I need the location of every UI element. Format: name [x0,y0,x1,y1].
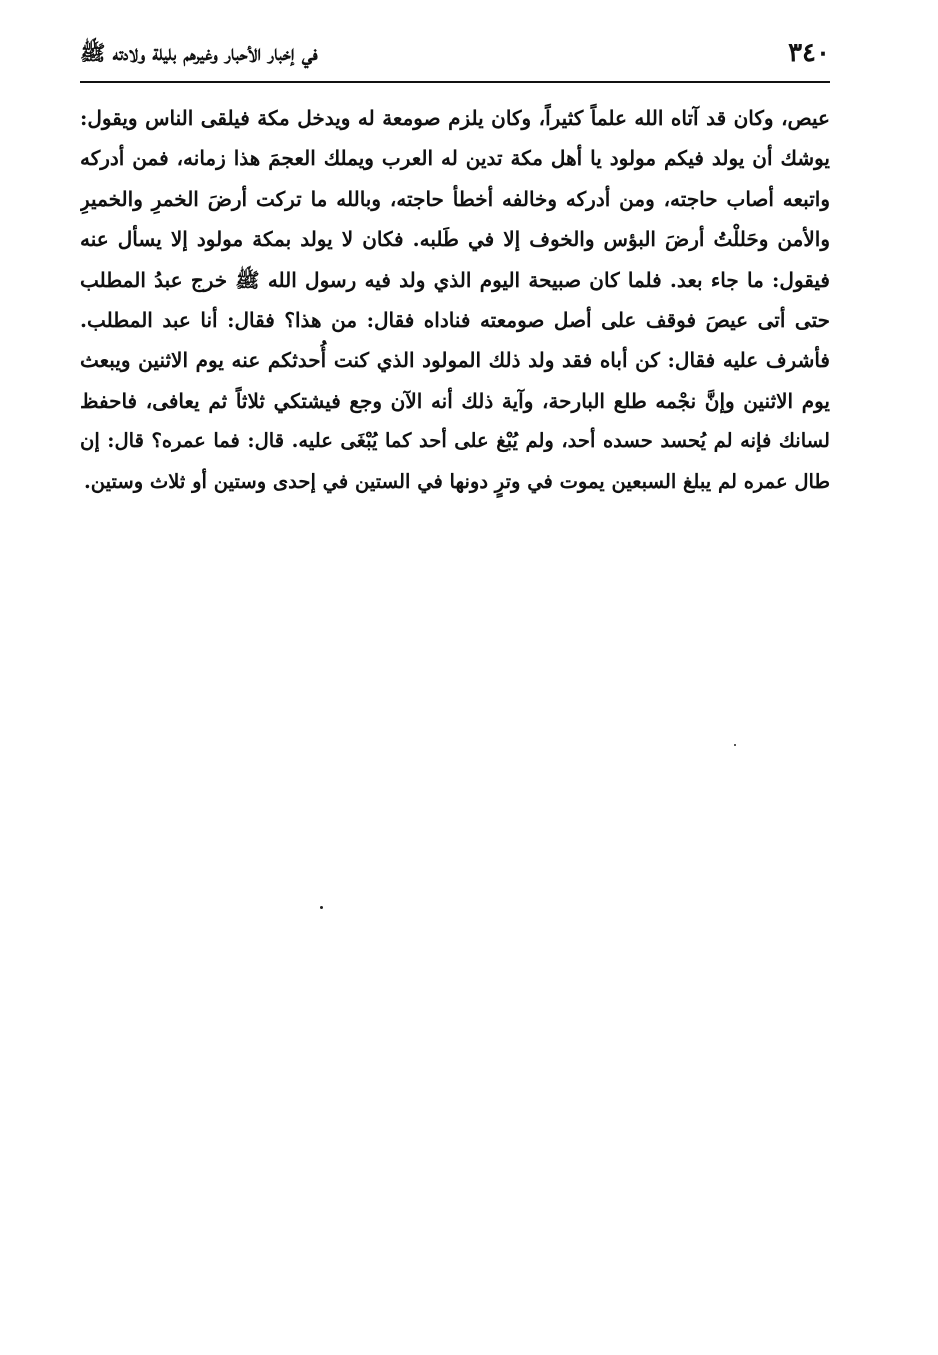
text-line: فيقول: ما جاء بعد. فلما كان صبيحة اليوم الذي ولد فيه رسول الله ﷺ خرج عبدُ المطلب [80,267,830,292]
page-number: ٣٤٠ [788,38,830,68]
scan-speck [734,744,736,746]
text-line: يوشك أن يولد فيكم مولود يا أهل مكة تدين له العرب ويملك العجمَ هذا زمانه، فمن أدركه [80,146,830,171]
text-line: فأشرف عليه فقال: كن أباه فقد ولد ذلك المولود الذي كنت أُحدثكم عنه يوم الاثنين ويبعث [80,348,830,373]
text-line: لسانك فإنه لم يُحسد حسده أحد، ولم يُبْغ على أحد كما يُبْغَى عليه. قال: فما عمره؟ قال: إن [80,429,830,453]
text-line: والأمن وحَللْتُ أرضَ البؤس والخوف إلا في طَلبه. فكان لا يولد بمكة مولود إلا يسأل عنه [80,227,830,252]
running-title: في إخبار الأحبار وغيرهم بليلة ولادته ﷺ [80,40,318,65]
text-line: عيص، وكان قد آتاه الله علماً كثيراً، وكان يلزم صومعة له ويدخل مكة فيلقى الناس ويقول: [80,106,830,130]
scan-speck [320,906,323,909]
header-rule [80,81,830,83]
text-line: واتبعه أصاب حاجته، ومن أدركه وخالفه أخطأ حاجته، وبالله ما تركت أرضَ الخمرِ والخميرِ [80,186,830,211]
text-line: يوم الاثنين وإنَّ نجْمه طلع البارحة، وآية ذلك أنه الآن وجع فيشتكي ثلاثاً ثم يعافى، فاحفظ [80,388,830,413]
text-line: حتى أتى عيصَ فوقف على أصل صومعته فناداه فقال: من هذا؟ فقال: أنا عبد المطلب. [80,307,830,332]
body-text [80,98,830,502]
page-header [80,36,830,80]
text-line: طال عمره لم يبلغ السبعين يموت في وترٍ دونها في الستين في إحدى وستين أو ثلاث وستين. [83,469,830,493]
